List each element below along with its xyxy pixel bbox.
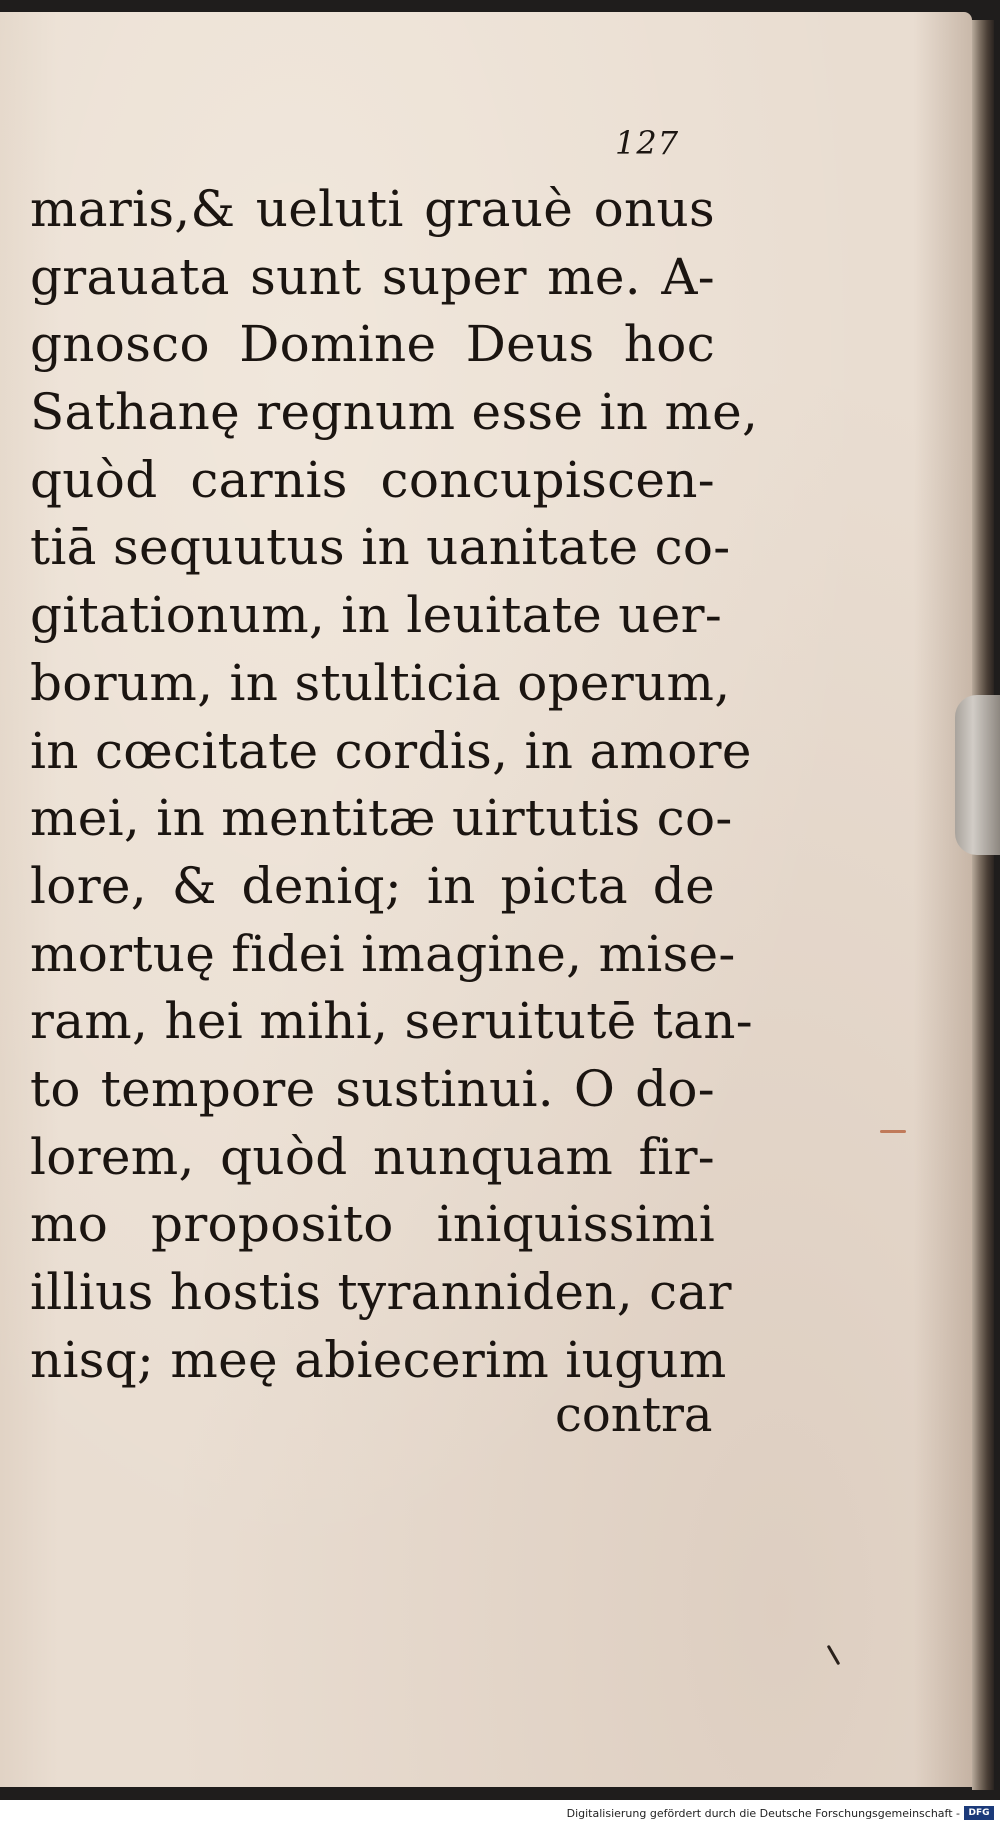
text-line: gitationum, in leuitate uer- — [30, 586, 723, 645]
text-line: maris,& ueluti grauè onus — [30, 180, 715, 238]
paper-speck — [880, 1130, 906, 1133]
funding-credit: Digitalisierung gefördert durch die Deutsche Forschungsgemeinschaft - — [566, 1807, 960, 1820]
text-line: gnosco Domine Deus hoc — [30, 315, 715, 374]
text-line: grauata sunt super me. A- — [30, 247, 715, 306]
text-line: borum, in stulticia operum, — [30, 653, 731, 712]
page-number: 127 — [615, 124, 680, 162]
text-line: mortuę fidei imagine, mise- — [30, 924, 736, 983]
text-line: in cœcitate cordis, in amore — [30, 721, 752, 780]
text-line: mei, in mentitæ uirtutis co- — [30, 789, 733, 848]
text-line: Sathanę regnum esse in me, — [30, 383, 759, 442]
text-line: mo proposito iniquissimi — [30, 1195, 715, 1254]
text-line: tiā sequutus in uanitate co- — [30, 518, 731, 577]
text-line: to tempore sustinui. O do- — [30, 1059, 715, 1118]
paper-speck — [827, 1645, 841, 1666]
text-line: quòd carnis concupiscen- — [30, 450, 715, 509]
book-page — [0, 12, 972, 1787]
text-line: illius hostis tyranniden, car — [30, 1263, 732, 1321]
footer-bar — [0, 1800, 1000, 1826]
page-edge — [972, 20, 994, 1790]
dfg-logo: DFG — [964, 1806, 994, 1820]
text-block — [30, 176, 759, 1394]
text-line: ram, hei mihi, seruitutē tan- — [30, 992, 753, 1051]
text-line: lore, & deniq; in picta de — [30, 856, 715, 915]
bookmark-tab — [955, 695, 1000, 855]
catchword: contra — [555, 1387, 713, 1443]
text-line: lorem, quòd nunquam fir- — [30, 1127, 715, 1186]
text-line: nisq; meę abiecerim iugum — [30, 1330, 727, 1389]
